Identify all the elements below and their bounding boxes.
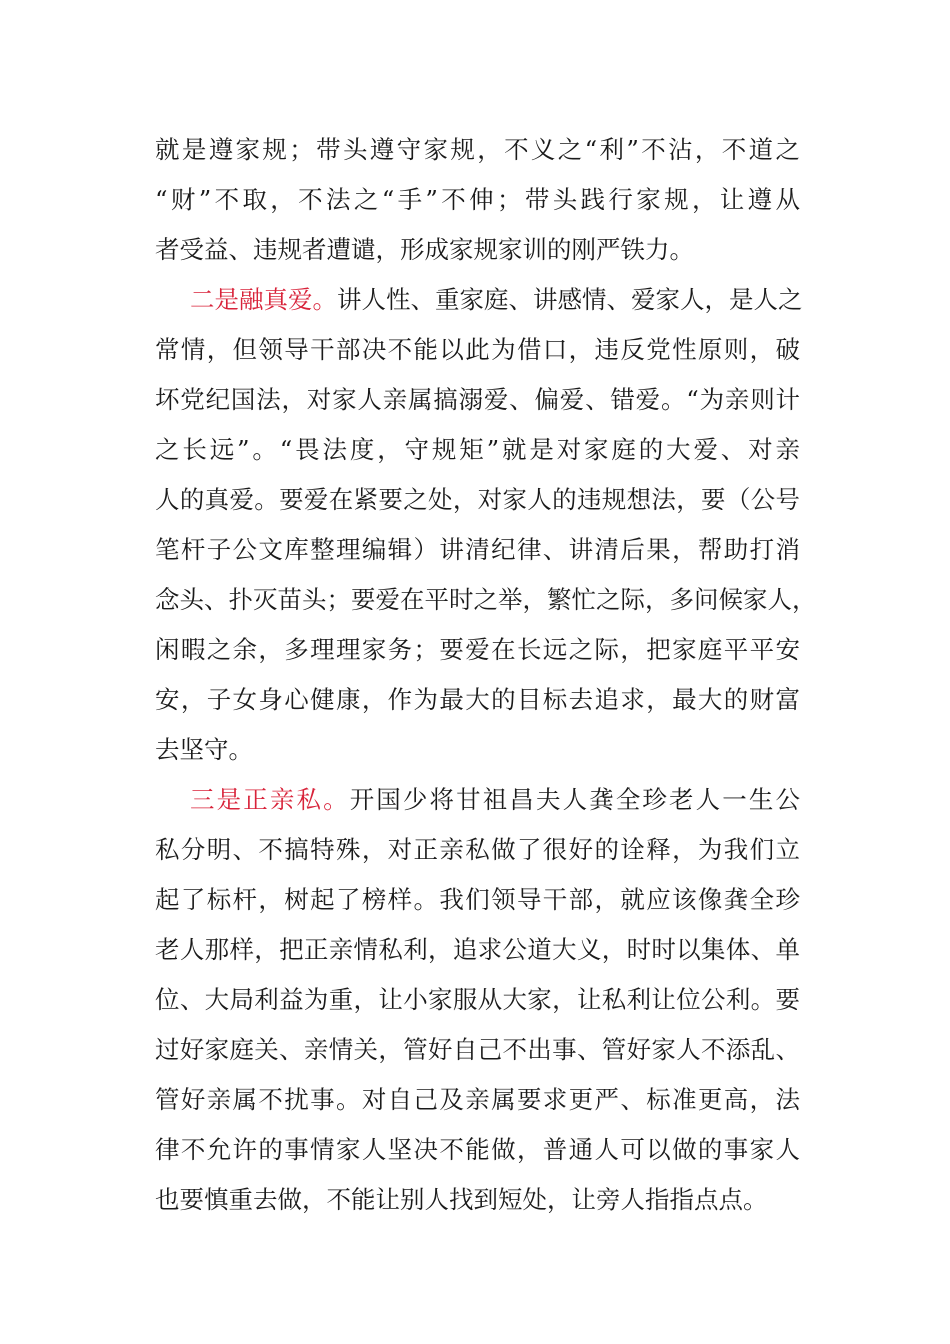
paragraph-first-line bbox=[190, 280, 803, 320]
text-run: 讲人性、重家庭、讲感情、爱家人，是人之 bbox=[337, 285, 803, 314]
text-line: 去坚守。 bbox=[155, 735, 253, 764]
text-line: 之长远”。“畏法度，守规矩”就是对家庭的大爱、对亲 bbox=[155, 435, 800, 464]
text-line: 位、大局利益为重，让小家服从大家，让私利让位公利。要 bbox=[155, 985, 800, 1014]
section-heading: 二是融真爱。 bbox=[190, 285, 337, 314]
text-line: 闲暇之余，多理理家务；要爱在长远之际，把家庭平平安 bbox=[155, 635, 800, 664]
paragraph-first-line bbox=[190, 780, 800, 820]
text-line: 人的真爱。要爱在紧要之处，对家人的违规想法，要（公号 bbox=[155, 485, 800, 514]
text-line: 安，子女身心健康，作为最大的目标去追求，最大的财富 bbox=[155, 685, 800, 714]
section-heading: 三是正亲私。 bbox=[190, 785, 350, 814]
text-line: 过好家庭关、亲情关，管好自己不出事、管好家人不添乱、 bbox=[155, 1035, 800, 1064]
text-line: 也要慎重去做，不能让别人找到短处，让旁人指指点点。 bbox=[155, 1185, 768, 1214]
text-line: 者受益、违规者遭谴，形成家规家训的刚严铁力。 bbox=[155, 235, 694, 264]
text-line: 就是遵家规；带头遵守家规，不义之“利”不沾，不道之 bbox=[155, 135, 800, 164]
text-line: “财”不取，不法之“手”不伸；带头践行家规，让遵从 bbox=[155, 185, 800, 214]
text-line: 老人那样，把正亲情私利，追求公道大义，时时以集体、单 bbox=[155, 935, 800, 964]
text-line: 起了标杆，树起了榜样。我们领导干部，就应该像龚全珍 bbox=[155, 885, 800, 914]
text-line: 管好亲属不扰事。对自己及亲属要求更严、标准更高，法 bbox=[155, 1085, 800, 1114]
text-line: 坏党纪国法，对家人亲属搞溺爱、偏爱、错爱。“为亲则计 bbox=[155, 385, 800, 414]
text-line: 念头、扑灭苗头；要爱在平时之举，繁忙之际，多问候家人， bbox=[155, 585, 817, 614]
text-run: 开国少将甘祖昌夫人龚全珍老人一生公 bbox=[349, 785, 801, 814]
text-line: 笔杆子公文库整理编辑）讲清纪律、讲清后果，帮助打消 bbox=[155, 535, 800, 564]
text-line: 律不允许的事情家人坚决不能做，普通人可以做的事家人 bbox=[155, 1135, 800, 1164]
text-line: 私分明、不搞特殊，对正亲私做了很好的诠释，为我们立 bbox=[155, 835, 800, 864]
text-line: 常情，但领导干部决不能以此为借口，违反党性原则，破 bbox=[155, 335, 800, 364]
